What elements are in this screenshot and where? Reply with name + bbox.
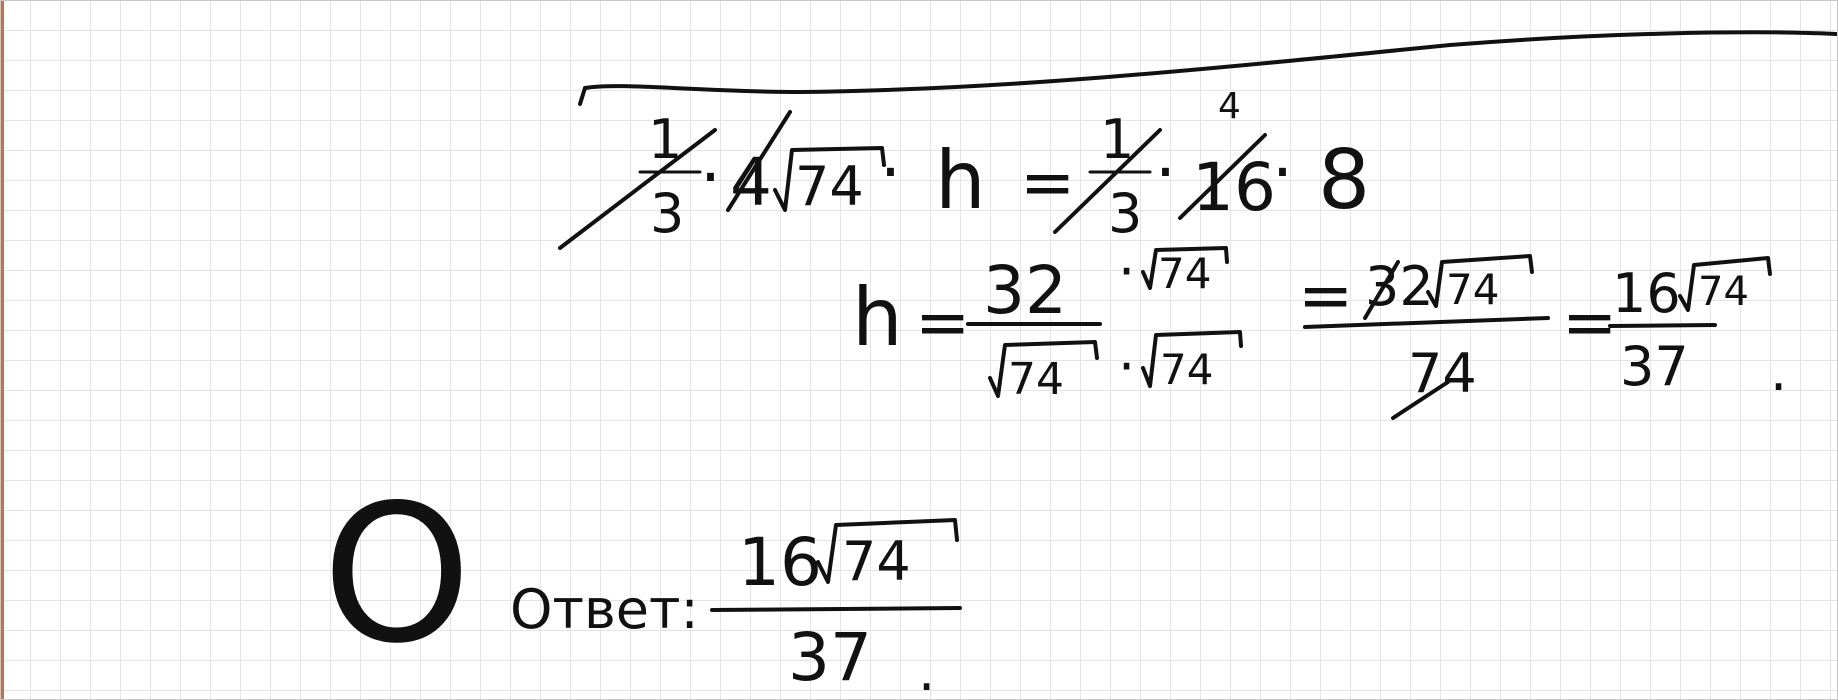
fraction3-numerator: 16 [1612, 262, 1681, 325]
answer-denominator: 37 [788, 619, 872, 696]
equals-sign-2: = [915, 284, 971, 361]
number-eight: 8 [1318, 133, 1371, 228]
superscript-four: 4 [1218, 86, 1241, 127]
variable-h-1: h [935, 134, 986, 227]
right-one-third-numerator: 1 [1100, 108, 1135, 171]
fraction2-denominator: 74 [1408, 342, 1477, 405]
answer-block [322, 464, 960, 700]
fraction3-denominator: 37 [1620, 335, 1689, 398]
multiply-dot-3: · [1155, 134, 1176, 211]
fraction-one-third-numerator: 1 [648, 108, 683, 171]
number-sixteen: 16 [1192, 149, 1276, 226]
fraction2-num-radicand: 74 [1446, 265, 1500, 314]
coefficient-four: 4 [730, 144, 772, 221]
answer-period: . [918, 640, 936, 700]
multiply-dot-4: · [1272, 134, 1293, 211]
answer-numerator: 16 [738, 524, 822, 601]
multiplier-den-radicand: 74 [1160, 345, 1214, 394]
answer-num-radicand: 74 [842, 530, 911, 593]
top-curve-stroke [585, 32, 1836, 92]
top-curve-hook [580, 88, 585, 104]
fraction-one-third-denominator: 3 [650, 182, 685, 245]
line1-equation [560, 86, 1370, 248]
variable-h-2: h [852, 271, 903, 364]
answer-label-first-letter: О [322, 464, 472, 685]
answer-label-text: Ответ: [510, 578, 699, 641]
multiply-dot-5: · [1118, 240, 1136, 303]
fraction2-numerator: 32 [1365, 255, 1434, 318]
multiply-dot-1: · [700, 139, 721, 216]
multiply-dot-2: · [880, 134, 901, 211]
fraction1-numerator: 32 [983, 252, 1067, 329]
equals-sign-1: = [1020, 144, 1076, 221]
line2-equation [852, 240, 1787, 418]
equals-sign-4: = [1562, 284, 1618, 361]
fraction3-bar [1610, 325, 1715, 326]
fraction3-num-radicand: 74 [1698, 269, 1749, 315]
line2-period: . [1770, 340, 1788, 403]
multiply-dot-6: · [1118, 335, 1136, 398]
fraction1-den-radicand: 74 [1008, 354, 1064, 405]
sqrt-radicand-1: 74 [795, 155, 864, 218]
right-one-third-denominator: 3 [1108, 182, 1143, 245]
cancel-stroke-left [560, 130, 715, 248]
multiplier-num-radicand: 74 [1158, 249, 1212, 298]
answer-fraction-bar [712, 608, 960, 610]
equals-sign-3: = [1298, 257, 1354, 334]
